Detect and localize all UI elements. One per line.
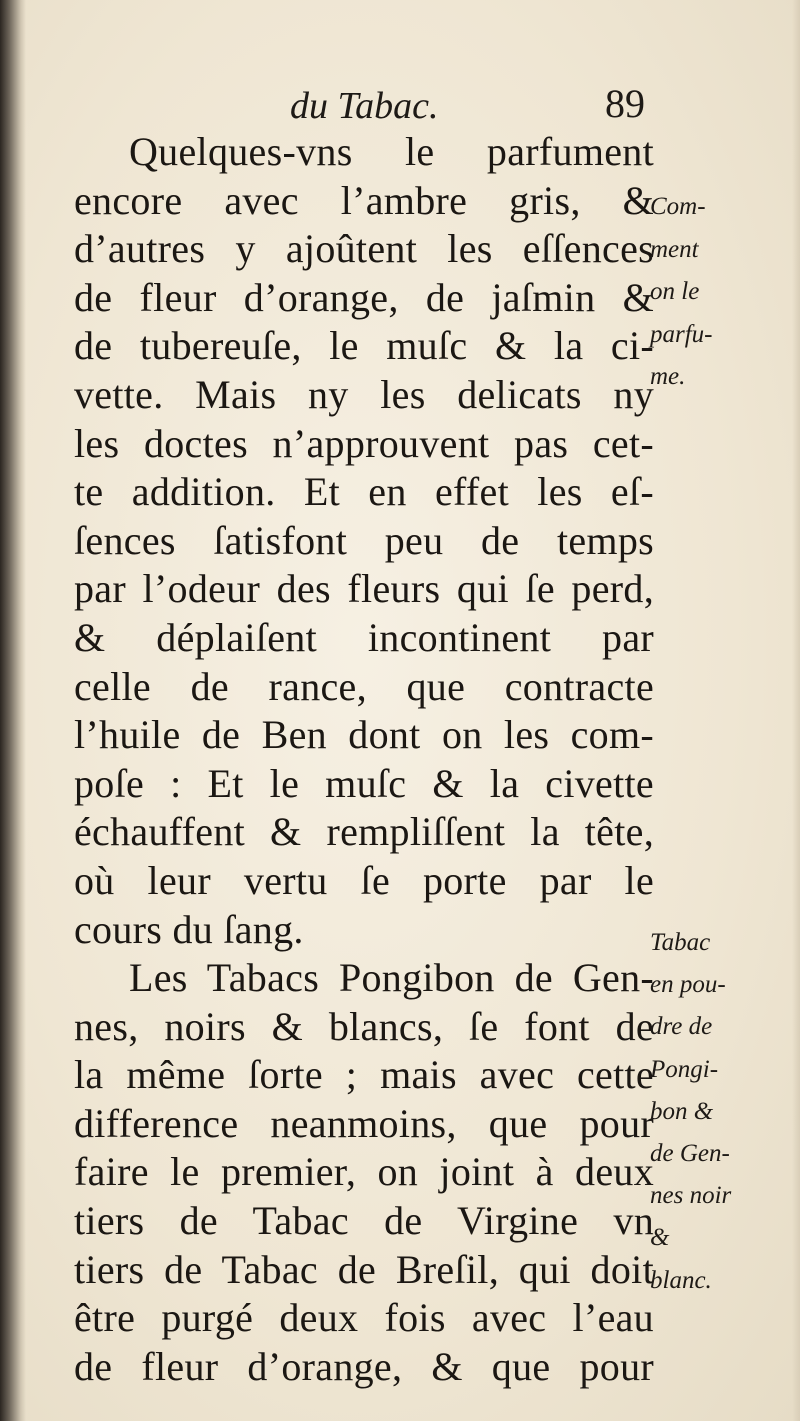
margin-note-line: dre de [650, 1013, 713, 1041]
text-line: tiers de Tabac de Virgine vn [74, 1198, 654, 1244]
text-line: les doctes n’approuvent pas cet- [74, 420, 654, 466]
text-line: te addition. Et en effet les eſ- [74, 469, 654, 515]
text-line: poſe : Et le muſc & la civette [74, 760, 654, 806]
margin-note-line: en pou- [650, 971, 726, 999]
margin-note-tabac-en-poudre [650, 922, 790, 1302]
text-line: celle de rance, que contracte [74, 663, 654, 709]
text-line: tiers de Tabac de Breſil, qui doit [74, 1246, 654, 1292]
page-number: 89 [605, 81, 645, 126]
margin-note-line: ment [650, 235, 699, 263]
text-line: faire le premier, on joint à deux [74, 1149, 654, 1195]
margin-note-line: me. [650, 363, 686, 390]
text-line: Quelques-vns le parfument [129, 129, 654, 174]
margin-note-line: nes noir [650, 1182, 732, 1210]
text-line: d’autres y ajoûtent les eſſences [74, 226, 654, 272]
text-line: être purgé deux fois avec l’eau [74, 1295, 654, 1341]
text-line: ſences ſatisfont peu de temps [74, 517, 654, 563]
margin-note-line: de Gen- [650, 1139, 730, 1167]
margin-note-line: blanc. [650, 1266, 712, 1294]
margin-note-line: parfu- [650, 320, 713, 348]
text-line: nes, noirs & blancs, ſe font de [74, 1003, 654, 1049]
margin-note-line: Tabac [650, 929, 711, 956]
margin-note-line: bon & [650, 1097, 714, 1125]
text-line: l’huile de Ben dont on les com- [74, 712, 654, 758]
text-line: Les Tabacs Pongibon de Gen- [129, 955, 654, 1001]
margin-note-line: Pongi- [650, 1055, 719, 1083]
text-line: échauffent & rempliſſent la tête, [74, 809, 654, 855]
text-line: encore avec l’ambre gris, & [74, 177, 654, 223]
page-edge [792, 0, 800, 1421]
running-head: du Tabac. [290, 85, 439, 127]
text-line: de fleur d’orange, de jaſmin & [74, 274, 654, 320]
text-line: par l’odeur des fleurs qui ſe perd, [74, 566, 654, 612]
text-line: la même ſorte ; mais avec cette [74, 1052, 654, 1098]
text-line: de fleur d’orange, & que pour [74, 1343, 654, 1389]
text-line: de tubereuſe, le muſc & la ci- [74, 323, 654, 369]
text-line: cours du ſang. [74, 906, 304, 952]
gutter-shadow [0, 0, 26, 1421]
text-line: difference neanmoins, que pour [74, 1100, 654, 1146]
text-line: & déplaiſent incontinent par [74, 614, 654, 660]
margin-note-comment-on-le-parfume [650, 186, 790, 399]
margin-note-line: Com- [650, 193, 706, 220]
margin-note-line: & [650, 1224, 670, 1252]
text-line: où leur vertu ſe porte par le [74, 857, 654, 903]
text-line: vette. Mais ny les delicats ny [74, 371, 654, 417]
body-text [74, 128, 654, 1391]
margin-note-line: on le [650, 278, 700, 305]
